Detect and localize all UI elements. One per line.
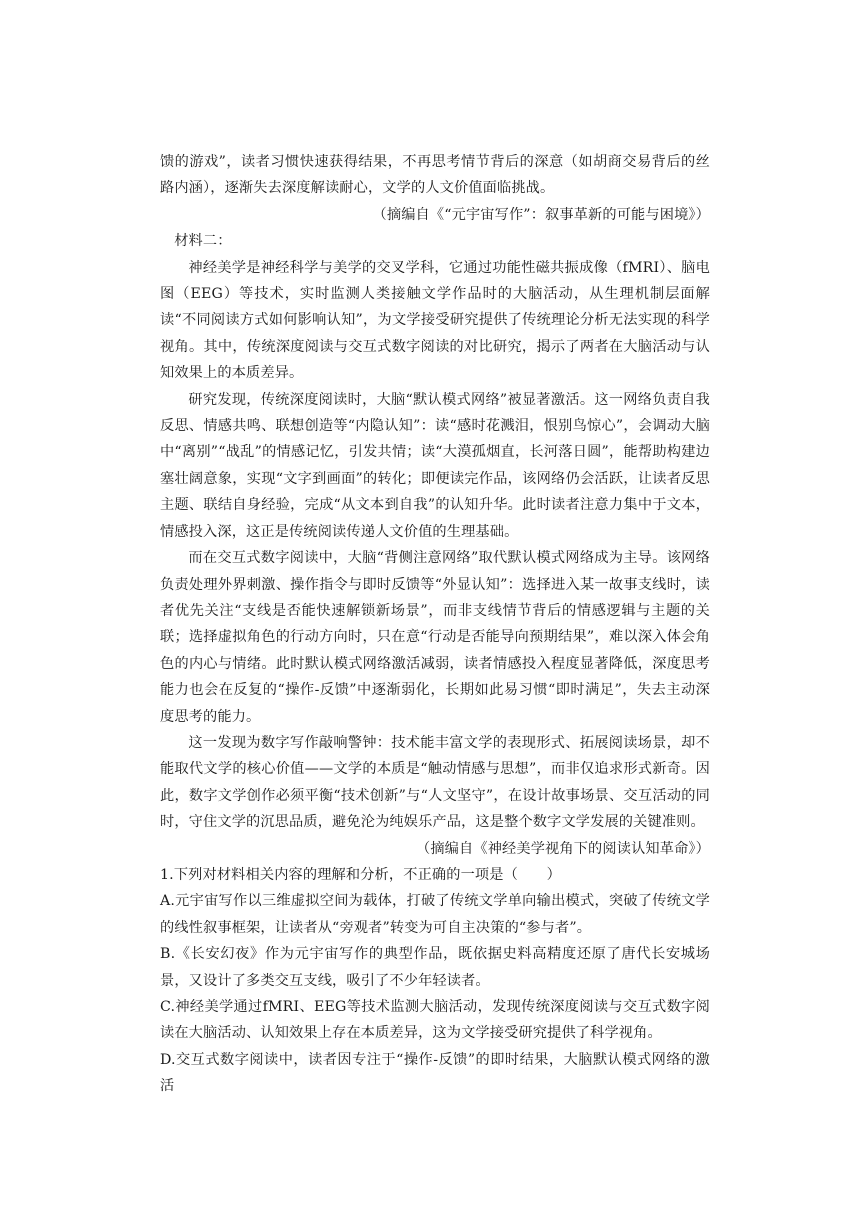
material2-paragraph: 研究发现，传统深度阅读时，大脑“默认模式网络”被显著激活。这一网络负责自我反思、情感共鸣、联想创造等“内隐认知”：读“感时花溅泪，恨别鸟惊心”，会调动大脑中“离别”“战乱”的情感记忆，引发共情；读“大漠孤烟直，长河落日圆”，能帮助构建边塞壮阔意象，实现“文字到画面”的转化；即便读完作品，该网络仍会活跃，让读者反思主题、联结自身经验，完成“从文本到自我”的认知升华。此时读者注意力集中于文本，情感投入深，这正是传统阅读传递人文价值的生理基础。 (160, 391, 710, 540)
material2-paragraph: 而在交互式数字阅读中，大脑“背侧注意网络”取代默认模式网络成为主导。该网络负责处理外界刺激、操作指令与即时反馈等“外显认知”：选择进入某一故事支线时，读者优先关注“支线是否能快速解锁新场景”，而非支线情节背后的情感逻辑与主题的关联；选择虚拟角色的行动方向时，只在意“行动是否能导向预期结果”，难以深入体会角色的内心与情绪。此时默认模式网络激活减弱，读者情感投入程度显著降低，深度思考能力也会在反复的“操作-反馈”中逐渐弱化，长期如此易习惯“即时满足”，失去主动深度思考的能力。 (160, 550, 710, 725)
material2-paragraph: 神经美学是神经科学与美学的交叉学科，它通过功能性磁共振成像（fMRI）、脑电图（EEG）等技术，实时监测人类接触文学作品时的大脑活动，从生理机制层面解读“不同阅读方式如何影响认知”，为文学接受研究提供了传统理论分析无法实现的科学视角。其中，传统深度阅读与交互式数字阅读的对比研究，揭示了两者在大脑活动与认知效果上的本质差异。 (160, 259, 710, 382)
material2-label: 材料二： (174, 233, 232, 250)
option-b: B.《长安幻夜》作为元宇宙写作的典型作品，既依据史料高精度还原了唐代长安城场景，又设计了多类交互支线，吸引了不少年轻读者。 (160, 946, 710, 989)
document-body (160, 149, 710, 1100)
option-a: A.元宇宙写作以三维虚拟空间为载体，打破了传统文学单向输出模式，突破了传统文学的线性叙事框架，让读者从“旁观者”转变为可自主决策的“参与者”。 (160, 893, 710, 936)
material2-source: （摘编自《神经美学视角下的阅读认知革命》） (416, 840, 710, 857)
option-c: C.神经美学通过fMRI、EEG等技术监测大脑活动，发现传统深度阅读与交互式数字阅读在大脑活动、认知效果上存在本质差异，这为文学接受研究提供了科学视角。 (160, 999, 710, 1042)
material2-paragraph: 这一发现为数字写作敲响警钟：技术能丰富文学的表现形式、拓展阅读场景，却不能取代文学的核心价值——文学的本质是“触动情感与思想”，而非仅追求形式新奇。因此，数字文学创作必须平衡“技术创新”与“人文坚守”，在设计故事场景、交互活动的同时，守住文学的沉思品质，避免沦为纯娱乐产品，这是整个数字文学发展的关键准则。 (160, 734, 710, 831)
question-stem: 1.下列对材料相关内容的理解和分析，不正确的一项是（ ） (160, 866, 561, 883)
material1-source: （摘编自《“元宇宙写作”：叙事革新的可能与困境》） (372, 206, 710, 223)
option-d: D.交互式数字阅读中，读者因专注于“操作-反馈”的即时结果，大脑默认模式网络的激活 (160, 1051, 710, 1095)
material1-tail-paragraph: 馈的游戏”，读者习惯快速获得结果，不再思考情节背后的深意（如胡商交易背后的丝路内涵），逐渐失去深度解读耐心，文学的人文价值面临挑战。 (160, 154, 710, 197)
